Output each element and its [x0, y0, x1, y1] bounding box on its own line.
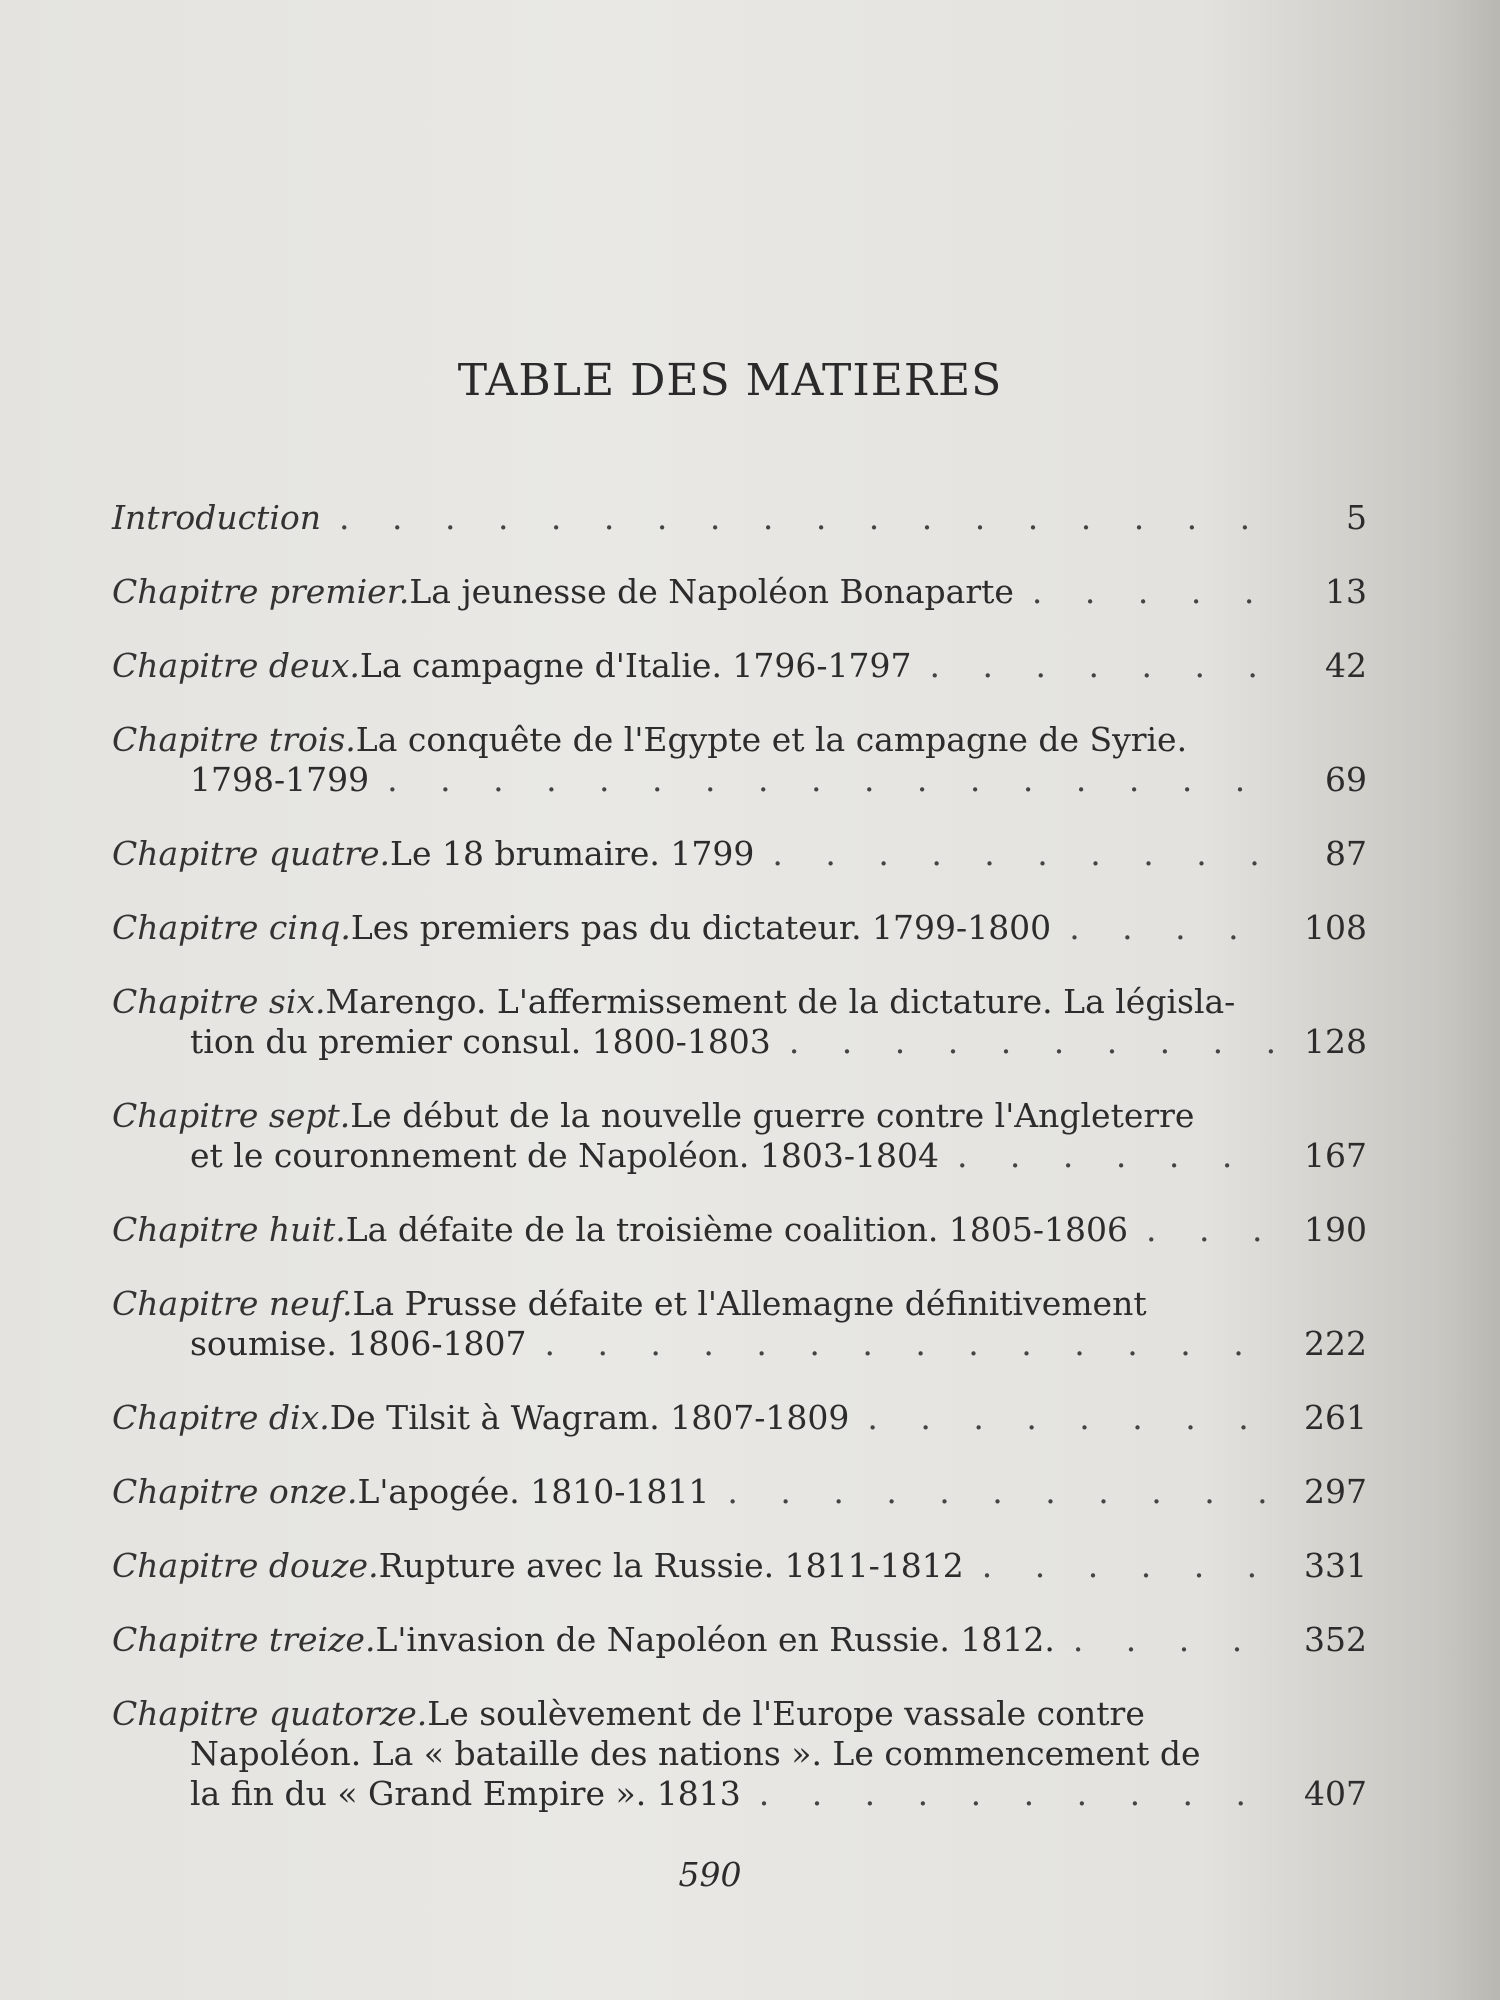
- toc-entry-continuation: [112, 1136, 1367, 1176]
- chapter-label: Chapitre deux.: [112, 646, 360, 685]
- toc-entry-line: [112, 908, 1367, 948]
- dot-leader: [759, 1774, 1277, 1814]
- toc-entry-continuation: [112, 1774, 1367, 1814]
- chapter-title: Rupture avec la Russie. 1811-1812: [378, 1546, 964, 1585]
- chapter-title: De Tilsit à Wagram. 1807-1809: [329, 1398, 850, 1437]
- page-reference: 128: [1304, 1022, 1367, 1061]
- chapter-label: Chapitre quatre.: [112, 834, 391, 873]
- toc-entry: [112, 908, 1367, 948]
- page-reference: 261: [1304, 1398, 1367, 1437]
- toc-entry-line: [112, 572, 1367, 612]
- chapter-title: La jeunesse de Napoléon Bonaparte: [409, 572, 1014, 611]
- chapter-label: Chapitre treize.: [112, 1620, 376, 1659]
- chapter-title-continued: et le couronnement de Napoléon. 1803-1804: [190, 1136, 939, 1175]
- chapter-title: L'invasion de Napoléon en Russie. 1812.: [375, 1620, 1055, 1659]
- page-reference: 222: [1304, 1324, 1367, 1363]
- toc-entry: [112, 1284, 1367, 1364]
- chapter-title: Les premiers pas du dictateur. 1799-1800: [350, 908, 1052, 947]
- toc-entry: [112, 1472, 1367, 1512]
- dot-leader: [957, 1136, 1277, 1176]
- chapter-title: Le début de la nouvelle guerre contre l'Angleterre: [350, 1096, 1195, 1135]
- chapter-title: Le 18 brumaire. 1799: [390, 834, 755, 873]
- page-reference: 167: [1304, 1136, 1367, 1175]
- dot-leader: [867, 1398, 1277, 1438]
- toc-entry-line: [112, 982, 1367, 1022]
- chapter-label: Chapitre sept.: [112, 1096, 351, 1135]
- chapter-label: Chapitre six.: [112, 982, 326, 1021]
- toc-entry-line: [112, 498, 1367, 538]
- toc-entry-line: [112, 720, 1367, 760]
- page-reference: 331: [1304, 1546, 1367, 1585]
- toc-entry: [112, 982, 1367, 1062]
- dot-leader: [1073, 1620, 1277, 1660]
- page-reference: 297: [1304, 1472, 1367, 1511]
- toc-entry: [112, 1620, 1367, 1660]
- chapter-label: Chapitre cinq.: [112, 908, 351, 947]
- page-number: 590: [678, 1855, 742, 1894]
- page-reference: 407: [1304, 1774, 1367, 1813]
- toc-entry-line: [112, 834, 1367, 874]
- chapter-title: La défaite de la troisième coalition. 1805-1806: [345, 1210, 1129, 1249]
- dot-leader: [930, 646, 1277, 686]
- toc-entry: [112, 498, 1367, 538]
- toc-entry-line: [112, 1210, 1367, 1250]
- page-reference: 5: [1346, 498, 1367, 537]
- page-reference: 352: [1304, 1620, 1367, 1659]
- toc-entry-line: [112, 1096, 1367, 1136]
- toc-entry-continuation: [112, 760, 1367, 800]
- chapter-title-continued: tion du premier consul. 1800-1803: [190, 1022, 771, 1061]
- chapter-label: Chapitre premier.: [112, 572, 410, 611]
- toc-entry-line: [112, 1398, 1367, 1438]
- chapter-label: Chapitre trois.: [112, 720, 356, 759]
- toc-entry-continuation: [112, 1022, 1367, 1062]
- chapter-title-continued: la fin du « Grand Empire ». 1813: [190, 1774, 741, 1813]
- chapter-label: Chapitre neuf.: [112, 1284, 353, 1323]
- dot-leader: [1069, 908, 1277, 948]
- dot-leader: [772, 834, 1277, 874]
- chapter-title-continued: Napoléon. La « bataille des nations ». Le commencement de: [190, 1734, 1201, 1773]
- chapter-title: Le soulèvement de l'Europe vassale contre: [427, 1694, 1145, 1733]
- toc-entry: [112, 720, 1367, 800]
- toc-entry: [112, 572, 1367, 612]
- chapter-label: Chapitre quatorze.: [112, 1694, 428, 1733]
- toc-entry-line: [112, 646, 1367, 686]
- toc-entry-line: [112, 1546, 1367, 1586]
- page-reference: 42: [1325, 646, 1367, 685]
- dot-leader: [1146, 1210, 1277, 1250]
- chapter-title: Marengo. L'affermissement de la dictature. La législa-: [325, 982, 1236, 1021]
- chapter-label: Introduction: [112, 498, 321, 537]
- toc-entry-continuation: [112, 1324, 1367, 1364]
- dot-leader: [1032, 572, 1277, 612]
- table-of-contents: [112, 498, 1367, 1848]
- toc-entry: [112, 1096, 1367, 1176]
- page-reference: 13: [1325, 572, 1367, 611]
- toc-entry: [112, 1210, 1367, 1250]
- chapter-title: La conquête de l'Egypte et la campagne de Syrie.: [355, 720, 1188, 759]
- chapter-title-continued: 1798-1799: [190, 760, 370, 799]
- dot-leader: [544, 1324, 1277, 1364]
- toc-entry-continuation: [112, 1734, 1367, 1774]
- chapter-title: L'apogée. 1810-1811: [357, 1472, 710, 1511]
- chapter-label: Chapitre dix.: [112, 1398, 330, 1437]
- page-reference: 87: [1325, 834, 1367, 873]
- chapter-label: Chapitre onze.: [112, 1472, 358, 1511]
- toc-entry: [112, 1398, 1367, 1438]
- toc-entry: [112, 1546, 1367, 1586]
- page-title: TABLE DES MATIERES: [457, 355, 1003, 406]
- toc-entry: [112, 646, 1367, 686]
- chapter-title-continued: soumise. 1806-1807: [190, 1324, 527, 1363]
- toc-entry-line: [112, 1694, 1367, 1734]
- chapter-label: Chapitre douze.: [112, 1546, 379, 1585]
- chapter-title: La Prusse défaite et l'Allemagne définitivement: [352, 1284, 1147, 1323]
- page-reference: 69: [1325, 760, 1367, 799]
- toc-entry: [112, 834, 1367, 874]
- dot-leader: [339, 498, 1277, 538]
- page-reference: 108: [1304, 908, 1367, 947]
- dot-leader: [982, 1546, 1277, 1586]
- chapter-title: La campagne d'Italie. 1796-1797: [359, 646, 912, 685]
- toc-entry-line: [112, 1620, 1367, 1660]
- dot-leader: [727, 1472, 1277, 1512]
- page-reference: 190: [1304, 1210, 1367, 1249]
- toc-entry-line: [112, 1284, 1367, 1324]
- chapter-label: Chapitre huit.: [112, 1210, 346, 1249]
- dot-leader: [387, 760, 1277, 800]
- toc-entry: [112, 1694, 1367, 1814]
- dot-leader: [789, 1022, 1277, 1062]
- toc-entry-line: [112, 1472, 1367, 1512]
